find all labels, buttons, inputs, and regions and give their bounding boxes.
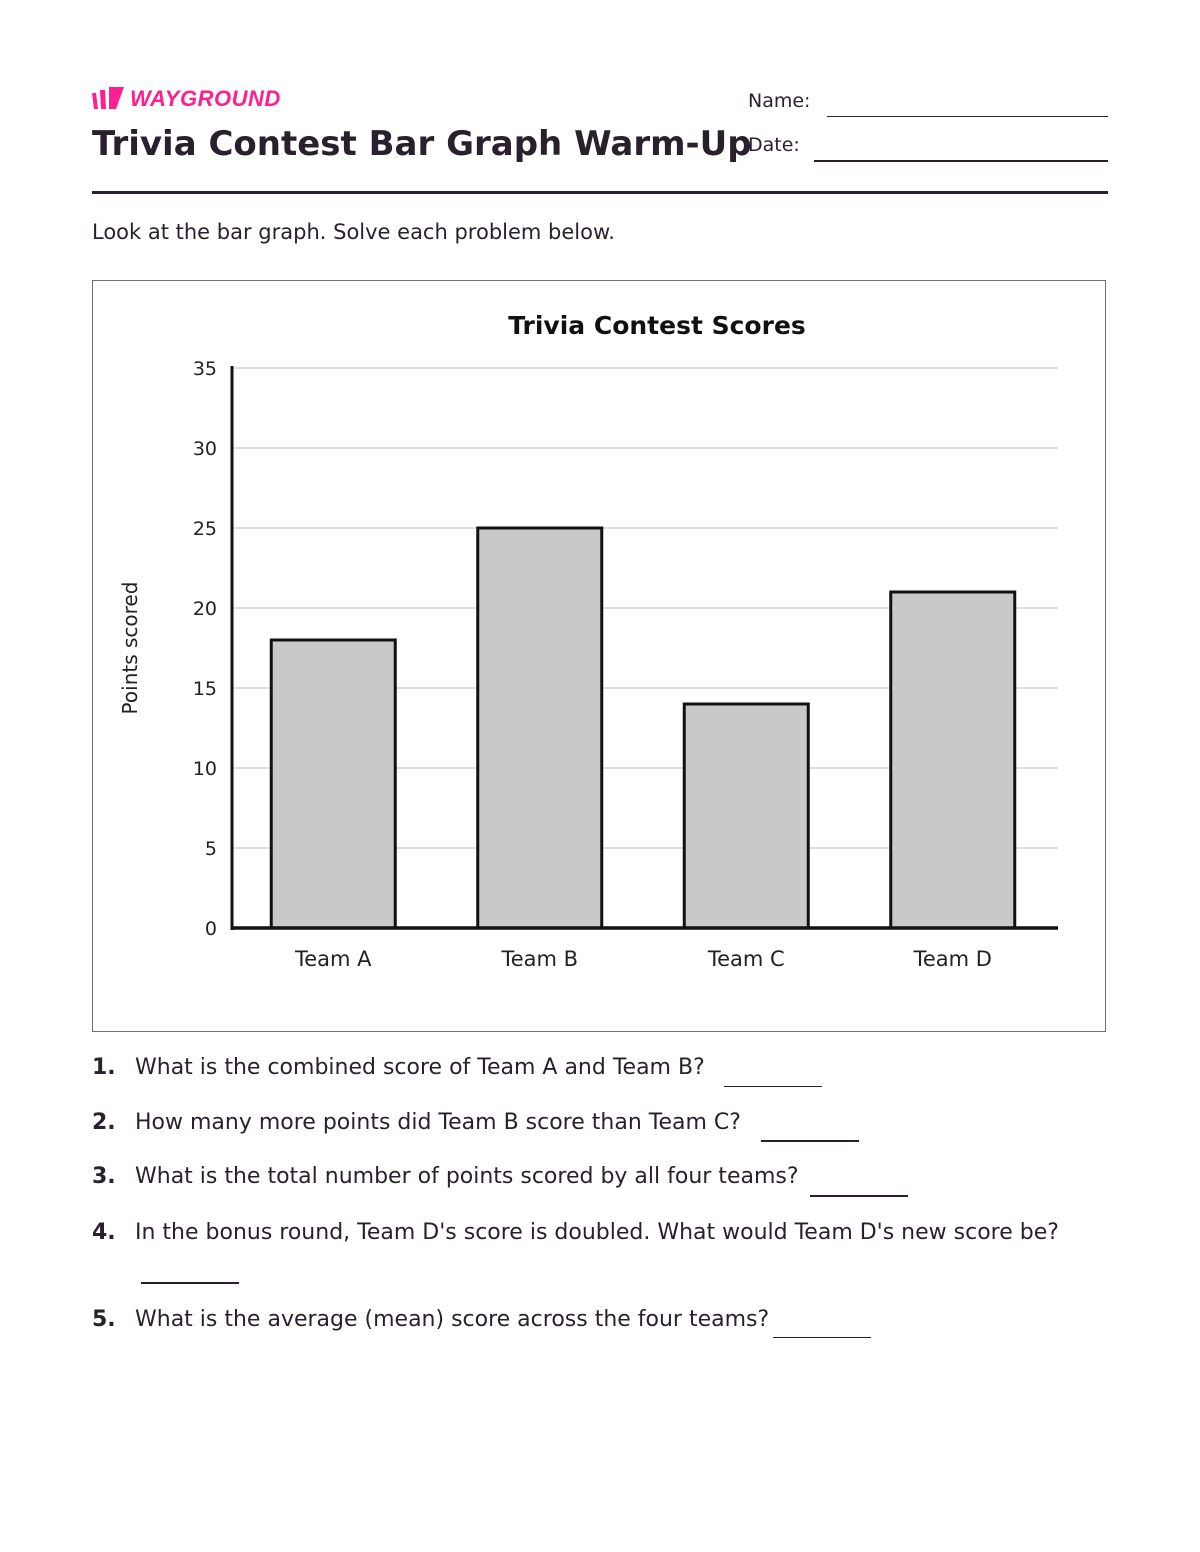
y-tick-label: 30: [192, 438, 217, 460]
x-tick-label: Team A: [294, 947, 372, 971]
brand-mark-icon: [92, 87, 124, 111]
question-text: What is the average (mean) score across the four teams?: [135, 1307, 770, 1332]
chart-container: [92, 280, 1106, 1032]
bar-chart: [93, 281, 1107, 1033]
header-divider: [92, 191, 1108, 194]
question-text: In the bonus round, Team D's score is doubled. What would Team D's new score be?: [135, 1220, 1059, 1245]
brand-name: WAYGROUND: [130, 86, 281, 111]
y-tick-label: 35: [192, 358, 217, 380]
y-tick-label: 20: [192, 598, 217, 620]
date-field[interactable]: [814, 160, 1108, 162]
brand-logo: [92, 86, 281, 112]
chart-title: Trivia Contest Scores: [508, 311, 806, 340]
answer-blank-5[interactable]: [773, 1337, 871, 1338]
y-tick-label: 15: [192, 678, 217, 700]
bar: [478, 528, 602, 928]
y-tick-label: 0: [204, 918, 217, 940]
x-tick-label: Team C: [707, 947, 785, 971]
date-label: Date:: [748, 134, 800, 156]
answer-blank-4[interactable]: [141, 1282, 239, 1284]
y-axis-label: Points scored: [118, 581, 142, 715]
x-tick-label: Team B: [501, 947, 579, 971]
answer-blank-1[interactable]: [724, 1086, 822, 1087]
y-tick-label: 25: [192, 518, 217, 540]
answer-blank-2[interactable]: [761, 1140, 859, 1142]
bar: [271, 640, 395, 928]
question-number: 5.: [92, 1307, 116, 1332]
question-number: 4.: [92, 1220, 116, 1245]
y-tick-label: 10: [192, 758, 217, 780]
instructions: Look at the bar graph. Solve each problem below.: [92, 220, 615, 244]
bar: [684, 704, 808, 928]
name-label: Name:: [748, 90, 811, 112]
answer-blank-3[interactable]: [810, 1195, 908, 1197]
question-number: 3.: [92, 1164, 116, 1189]
question-number: 1.: [92, 1055, 116, 1080]
x-tick-label: Team D: [913, 947, 992, 971]
question-text: How many more points did Team B score than Team C?: [135, 1110, 741, 1135]
y-tick-label: 5: [204, 838, 217, 860]
page-title: Trivia Contest Bar Graph Warm-Up: [92, 124, 752, 164]
question-text: What is the combined score of Team A and Team B?: [135, 1055, 705, 1080]
name-field[interactable]: [827, 116, 1108, 117]
question-text: What is the total number of points scored by all four teams?: [135, 1164, 799, 1189]
bar: [891, 592, 1015, 928]
question-number: 2.: [92, 1110, 116, 1135]
